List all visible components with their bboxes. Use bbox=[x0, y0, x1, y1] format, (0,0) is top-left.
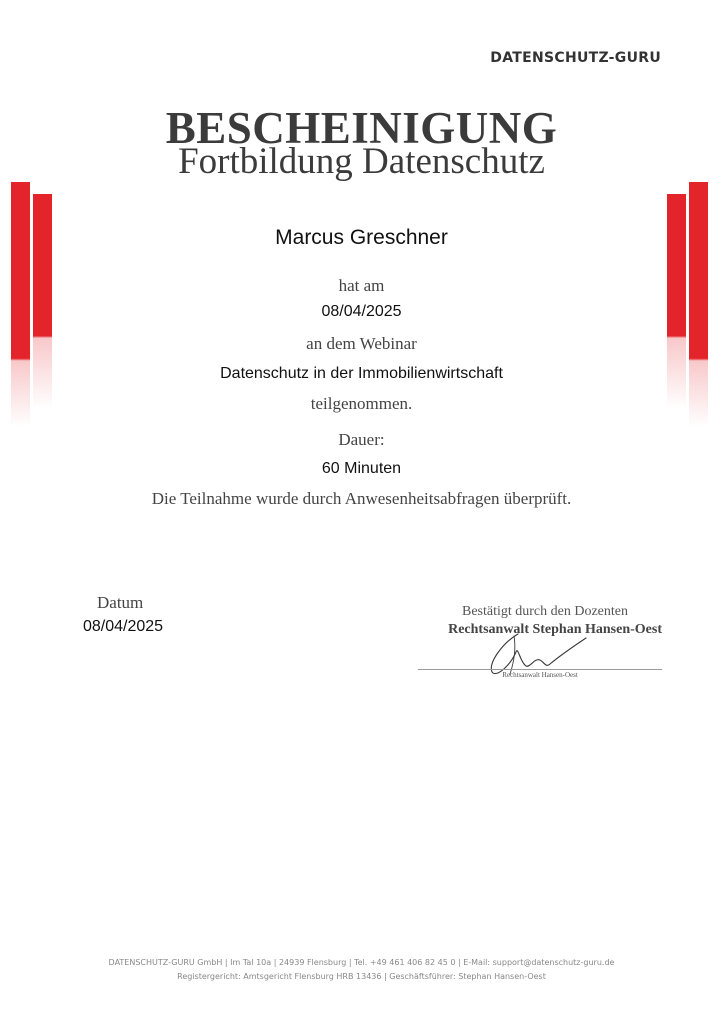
footer-register: Registergericht: Amtsgericht Flensburg HRB 13436 | Geschäftsführer: Stephan Hansen-Oest bbox=[177, 972, 546, 981]
webinar-title: Datenschutz in der Immobilienwirtschaft bbox=[220, 365, 503, 382]
verification-note: Die Teilnahme wurde durch Anwesenheitsabfragen überprüft. bbox=[151, 489, 572, 508]
confirmed-by-label: Bestätigt durch den Dozenten bbox=[461, 604, 628, 619]
lecturer-name: Rechtsanwalt Stephan Hansen-Oest bbox=[448, 622, 662, 637]
duration-value: 60 Minuten bbox=[321, 460, 402, 477]
signature-caption: Rechtsanwalt Hansen-Oest bbox=[502, 671, 578, 679]
participant-name: Marcus Greschner bbox=[275, 226, 448, 249]
certificate-subtitle: Fortbildung Datenschutz bbox=[178, 141, 545, 182]
signature-line bbox=[418, 669, 662, 670]
participation-date: 08/04/2025 bbox=[321, 303, 402, 320]
brand-logo: DATENSCHUTZ-GURU bbox=[490, 50, 661, 66]
date-label: Datum bbox=[97, 593, 144, 612]
text-participated: teilgenommen. bbox=[310, 394, 413, 413]
text-at-webinar: an dem Webinar bbox=[306, 334, 417, 353]
footer-address: DATENSCHUTZ-GURU GmbH | Im Tal 10a | 24939 Flensburg | Tel. +49 461 406 82 45 0 | E-Mail: support@datenschutz-guru.de bbox=[108, 958, 615, 967]
text-had-on: hat am bbox=[338, 276, 385, 295]
certificate-title: BESCHEINIGUNG bbox=[165, 103, 558, 153]
date-value: 08/04/2025 bbox=[83, 618, 164, 635]
duration-label: Dauer: bbox=[338, 430, 385, 449]
